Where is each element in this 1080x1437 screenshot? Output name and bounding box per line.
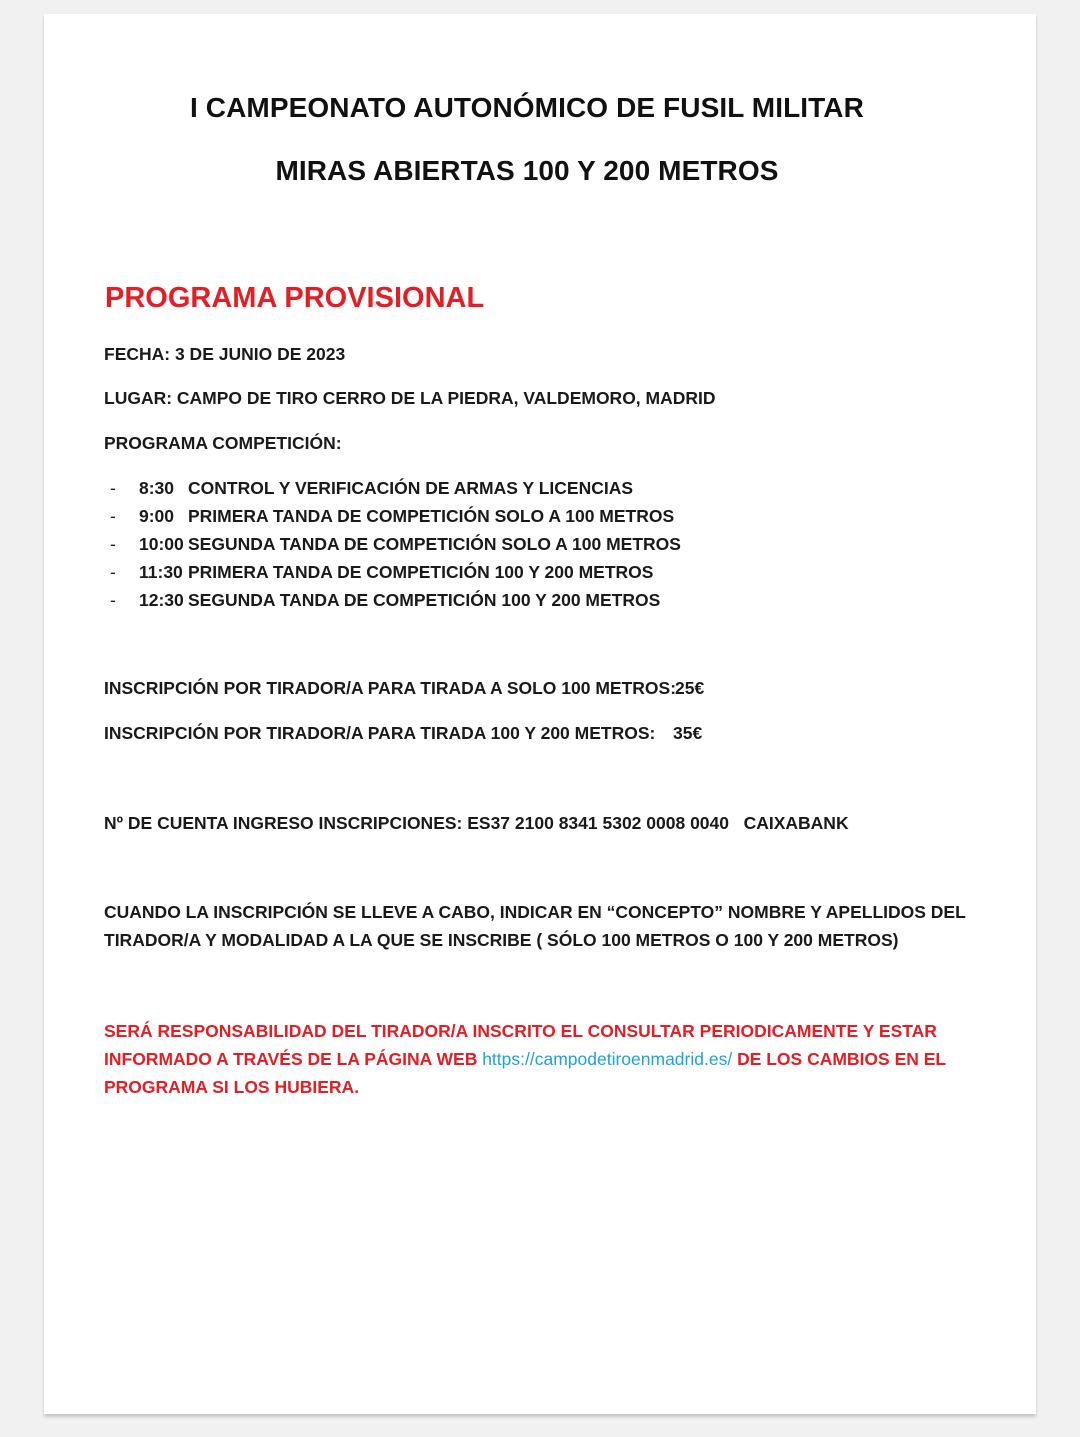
schedule-activity: PRIMERA TANDA DE COMPETICIÓN SOLO A 100 METROS: [188, 506, 675, 526]
fee-amount-100-200: 35€: [673, 723, 703, 743]
date-line: FECHA: 3 DE JUNIO DE 2023: [104, 344, 346, 364]
schedule-activity: CONTROL Y VERIFICACIÓN DE ARMAS Y LICENCIAS: [188, 478, 634, 498]
list-bullet: -: [110, 562, 116, 582]
schedule-time: 8:30: [139, 478, 175, 498]
warning-text: SERÁ RESPONSABILIDAD DEL TIRADOR/A INSCRITO EL CONSULTAR PERIODICAMENTE Y ESTAR INFORMADO A TRAVÉS DE LA PÁGINA WEB: [104, 1021, 937, 1069]
fee-label-100: INSCRIPCIÓN POR TIRADOR/A PARA TIRADA A SOLO 100 METROS:: [104, 678, 677, 698]
list-bullet: -: [110, 478, 116, 498]
schedule-activity: SEGUNDA TANDA DE COMPETICIÓN 100 Y 200 METROS: [188, 590, 661, 610]
fee-amount-100: 25€: [675, 678, 705, 698]
document-title: I CAMPEONATO AUTONÓMICO DE FUSIL MILITAR: [190, 92, 864, 123]
instruction-paragraph: CUANDO LA INSCRIPCIÓN SE LLEVE A CABO, INDICAR EN “CONCEPTO” NOMBRE Y APELLIDOS DEL TIRADOR/A Y MODALIDAD A LA QUE SE INSCRIBE ( SÓLO 100 METROS O 100 Y 200 METROS): [104, 902, 966, 950]
list-bullet: -: [110, 534, 116, 554]
schedule-time: 10:00: [139, 534, 184, 554]
website-link[interactable]: https://campodetiroenmadrid.es/: [482, 1049, 733, 1069]
location-line: LUGAR: CAMPO DE TIRO CERRO DE LA PIEDRA, VALDEMORO, MADRID: [104, 388, 716, 408]
document-page: [44, 14, 1036, 1414]
warning-text-end: DE LOS CAMBIOS EN EL PROGRAMA SI LOS HUBIERA.: [104, 1049, 946, 1097]
schedule-activity: PRIMERA TANDA DE COMPETICIÓN 100 Y 200 METROS: [188, 562, 654, 582]
schedule-time: 11:30: [139, 562, 183, 582]
schedule-time: 9:00: [139, 506, 175, 526]
list-bullet: -: [110, 590, 116, 610]
warning-paragraph: [104, 1017, 984, 1101]
document-subtitle: MIRAS ABIERTAS 100 Y 200 METROS: [275, 155, 779, 186]
list-bullet: -: [110, 506, 116, 526]
competition-heading: PROGRAMA COMPETICIÓN:: [104, 433, 342, 453]
program-heading: PROGRAMA PROVISIONAL: [105, 282, 485, 314]
schedule-activity: SEGUNDA TANDA DE COMPETICIÓN SOLO A 100 METROS: [188, 534, 681, 554]
schedule-time: 12:30: [139, 590, 184, 610]
fee-label-100-200: INSCRIPCIÓN POR TIRADOR/A PARA TIRADA 100 Y 200 METROS:: [104, 723, 656, 743]
account-line: Nº DE CUENTA INGRESO INSCRIPCIONES: ES37 2100 8341 5302 0008 0040 CAIXABANK: [104, 813, 849, 833]
